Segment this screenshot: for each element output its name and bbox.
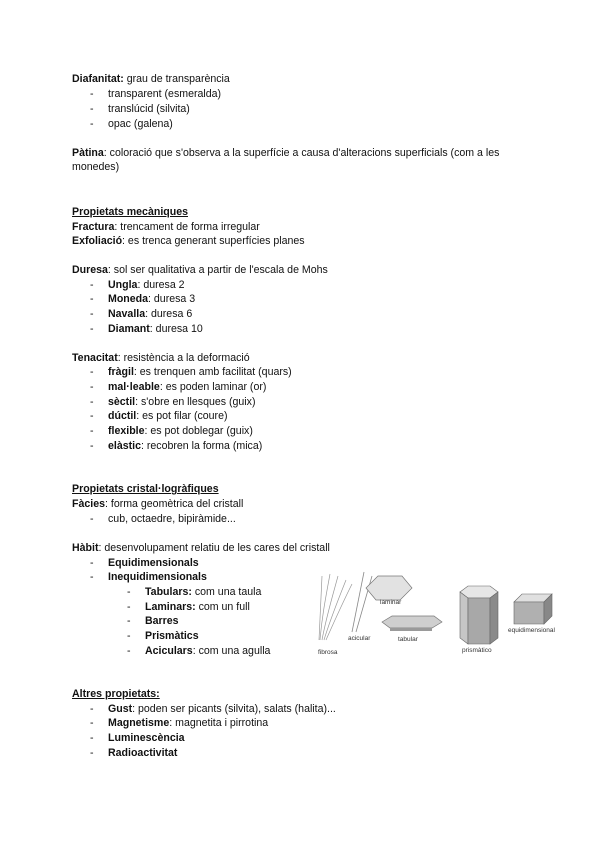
crystal-habits-figure bbox=[312, 566, 572, 666]
diafanitat-term: Diafanitat: bbox=[72, 73, 124, 85]
list-item: - Prismàtics bbox=[127, 630, 199, 642]
label-acicular: acicular bbox=[348, 635, 371, 642]
list-item: - Tabulars: com una taula bbox=[127, 586, 262, 598]
habit-line: Hàbit: desenvolupament relatiu de les cares del cristall bbox=[72, 542, 330, 554]
patina-paragraph bbox=[72, 146, 532, 174]
list-item: - Moneda: duresa 3 bbox=[90, 293, 196, 305]
list-item: - sèctil: s'obre en llesques (guix) bbox=[90, 396, 256, 408]
list-item: - Magnetisme: magnetita i pirrotina bbox=[90, 717, 269, 729]
list-item: - translúcid (silvita) bbox=[90, 103, 190, 115]
label-fibrous: fibrosa bbox=[318, 649, 338, 656]
list-item: - Barres bbox=[127, 615, 179, 627]
list-item: - Aciculars: com una agulla bbox=[127, 645, 271, 657]
list-item: - fràgil: es trenquen amb facilitat (quars) bbox=[90, 366, 292, 378]
list-item: - Radioactivitat bbox=[90, 747, 178, 759]
list-item: - Ungla: duresa 2 bbox=[90, 279, 185, 291]
list-item: - Navalla: duresa 6 bbox=[90, 308, 193, 320]
list-item: - elàstic: recobren la forma (mica) bbox=[90, 440, 263, 452]
equidimensional-crystal-icon bbox=[514, 594, 552, 624]
tabular-crystal-icon bbox=[382, 616, 442, 631]
section-heading-mecaniques: Propietats mecàniques bbox=[72, 206, 188, 218]
exfoliacio-line: Exfoliació: es trenca generant superfícies planes bbox=[72, 235, 305, 247]
list-item: - Laminars: com un full bbox=[127, 601, 250, 613]
list-item: - flexible: es pot doblegar (guix) bbox=[90, 425, 253, 437]
patina-term: Pàtina bbox=[72, 147, 104, 159]
list-item: - Equidimensionals bbox=[90, 557, 199, 569]
list-item: - Diamant: duresa 10 bbox=[90, 323, 203, 335]
list-item: - dúctil: es pot filar (coure) bbox=[90, 410, 228, 422]
prismatic-crystal-icon bbox=[460, 586, 498, 644]
label-tabular: tabular bbox=[398, 636, 418, 643]
label-prismatic: prismàtico bbox=[462, 647, 492, 654]
label-laminar: laminar bbox=[380, 599, 402, 606]
section-heading-cristal: Propietats cristal·logràfiques bbox=[72, 483, 219, 495]
list-item: - opac (galena) bbox=[90, 118, 173, 130]
list-item: - mal·leable: es poden laminar (or) bbox=[90, 381, 267, 393]
list-item: - transparent (esmeralda) bbox=[90, 88, 222, 100]
list-item: - Inequidimensionals bbox=[90, 571, 207, 583]
diafanitat-def: grau de transparència bbox=[123, 73, 230, 85]
diafanitat-line bbox=[72, 72, 230, 86]
list-item: - cub, octaedre, bipiràmide... bbox=[90, 513, 236, 525]
fibrous-crystal-icon bbox=[319, 574, 352, 640]
list-item: - Luminescència bbox=[90, 732, 185, 744]
acicular-crystal-icon bbox=[352, 572, 372, 632]
laminar-crystal-icon bbox=[366, 576, 412, 600]
duresa-line: Duresa: sol ser qualitativa a partir de l'escala de Mohs bbox=[72, 264, 328, 276]
tenacitat-line: Tenacitat: resistència a la deformació bbox=[72, 352, 250, 364]
section-heading-altres: Altres propietats: bbox=[72, 688, 160, 700]
facies-line: Fàcies: forma geomètrica del cristall bbox=[72, 498, 244, 510]
patina-def: : coloració que s'observa a la superfície a causa d'alteracions superficials (com a les monedes) bbox=[72, 147, 500, 173]
list-item: - Gust: poden ser picants (silvita), salats (halita)... bbox=[90, 703, 336, 715]
fractura-line: Fractura: trencament de forma irregular bbox=[72, 221, 260, 233]
label-equidimensional: equidimensional bbox=[508, 627, 555, 634]
